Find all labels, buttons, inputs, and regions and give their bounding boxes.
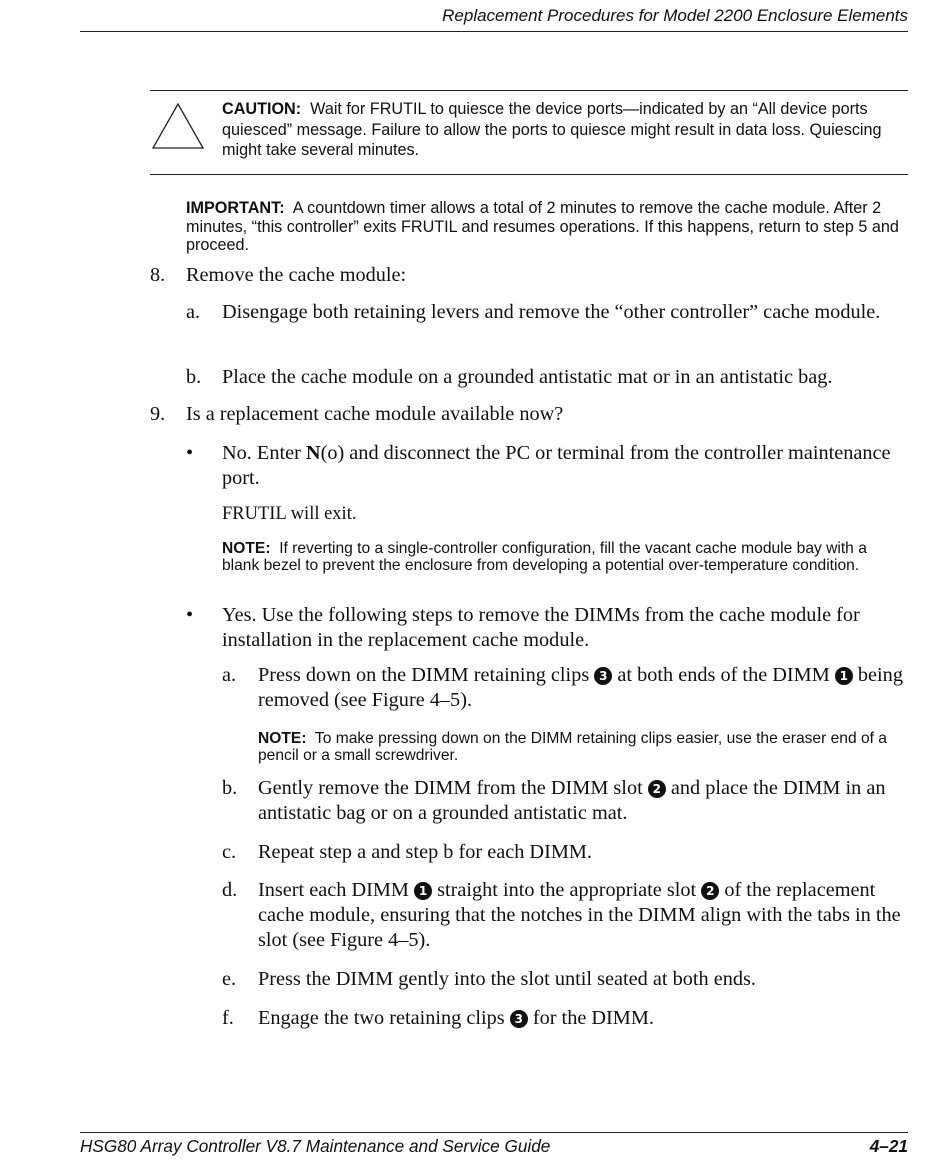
step-8-text: Remove the cache module: — [186, 264, 407, 286]
note-dimm-clips — [258, 730, 908, 765]
step-9-text: Is a replacement cache module available now? — [186, 403, 564, 425]
substep-c-text: Repeat step a and step b for each DIMM. — [258, 841, 592, 863]
substep-e-marker: e. — [222, 968, 237, 990]
callout-1-icon: 1 — [414, 882, 432, 900]
step-9-no-bullet: • — [186, 442, 194, 464]
important-notice — [186, 199, 908, 255]
step-8a-marker: a. — [186, 301, 201, 323]
step-9-no-text: No. Enter N(o) and disconnect the PC or terminal from the controller maintenance port. — [222, 442, 891, 489]
callout-2-icon: 2 — [648, 780, 666, 798]
substep-f-text: Engage the two retaining clips 3 for the DIMM. — [258, 1007, 654, 1029]
key-n: N — [305, 442, 321, 464]
footer-document-title: HSG80 Array Controller V8.7 Maintenance and Service Guide — [80, 1136, 551, 1156]
step-9-number: 9. — [150, 403, 166, 425]
substep-d-text: Insert each DIMM 1 straight into the appropriate slot 2 of the replacement cache module, ensuring that the notches in the DIMM align with the tabs in the slot (see Figure 4–5). — [258, 879, 901, 951]
note-label: NOTE: — [258, 730, 307, 747]
callout-2-icon: 2 — [701, 882, 719, 900]
substep-b-marker: b. — [222, 777, 238, 799]
step-9-yes-bullet: • — [186, 604, 194, 626]
substep-d-marker: d. — [222, 879, 238, 901]
step-8-number: 8. — [150, 264, 166, 286]
substep-e-text: Press the DIMM gently into the slot until seated at both ends. — [258, 968, 756, 990]
frutil-exit-text: FRUTIL will exit. — [222, 504, 357, 524]
header-rule — [80, 31, 908, 32]
caution-top-rule — [150, 90, 908, 91]
step-8a-text: Disengage both retaining levers and remove the “other controller” cache module. — [222, 301, 881, 323]
step-8b-marker: b. — [186, 366, 202, 388]
substep-a-marker: a. — [222, 664, 237, 686]
caution-notice — [222, 99, 908, 161]
note-single-controller — [222, 540, 908, 575]
substep-a-text: Press down on the DIMM retaining clips 3 at both ends of the DIMM 1 being removed (see Figure 4–5). — [258, 664, 903, 711]
substep-f-marker: f. — [222, 1007, 234, 1029]
caution-bottom-rule — [150, 174, 908, 175]
note-text: If reverting to a single-controller configuration, fill the vacant cache module bay with a blank bezel to prevent the enclosure from developing a potential over-temperature condition. — [222, 540, 867, 575]
note-text: To make pressing down on the DIMM retaining clips easier, use the eraser end of a pencil or a small screwdriver. — [258, 730, 887, 765]
footer-rule — [80, 1132, 908, 1133]
step-9-yes-text: Yes. Use the following steps to remove the DIMMs from the cache module for installation in the replacement cache module. — [222, 604, 860, 651]
substep-c-marker: c. — [222, 841, 237, 863]
caution-label: CAUTION: — [222, 100, 302, 118]
callout-3-icon: 3 — [594, 667, 612, 685]
page-number: 4–21 — [869, 1136, 908, 1156]
caution-text: Wait for FRUTIL to quiesce the device ports—indicated by an “All device ports quiesced” message. Failure to allow the ports to quiesce might result in data loss. Quiescing might take several minutes. — [222, 100, 882, 159]
running-header: Replacement Procedures for Model 2200 Enclosure Elements — [442, 6, 908, 25]
callout-3-icon: 3 — [510, 1010, 528, 1028]
important-text: A countdown timer allows a total of 2 minutes to remove the cache module. After 2 minutes, “this controller” exits FRUTIL and resumes operations. If this happens, return to step 5 and proceed. — [186, 199, 899, 254]
step-8b-text: Place the cache module on a grounded antistatic mat or in an antistatic bag. — [222, 366, 833, 388]
callout-1-icon: 1 — [835, 667, 853, 685]
caution-triangle-icon — [150, 101, 206, 151]
important-label: IMPORTANT: — [186, 199, 285, 217]
substep-b-text: Gently remove the DIMM from the DIMM slot 2 and place the DIMM in an antistatic bag or on a grounded antistatic mat. — [258, 777, 886, 824]
note-label: NOTE: — [222, 540, 271, 557]
